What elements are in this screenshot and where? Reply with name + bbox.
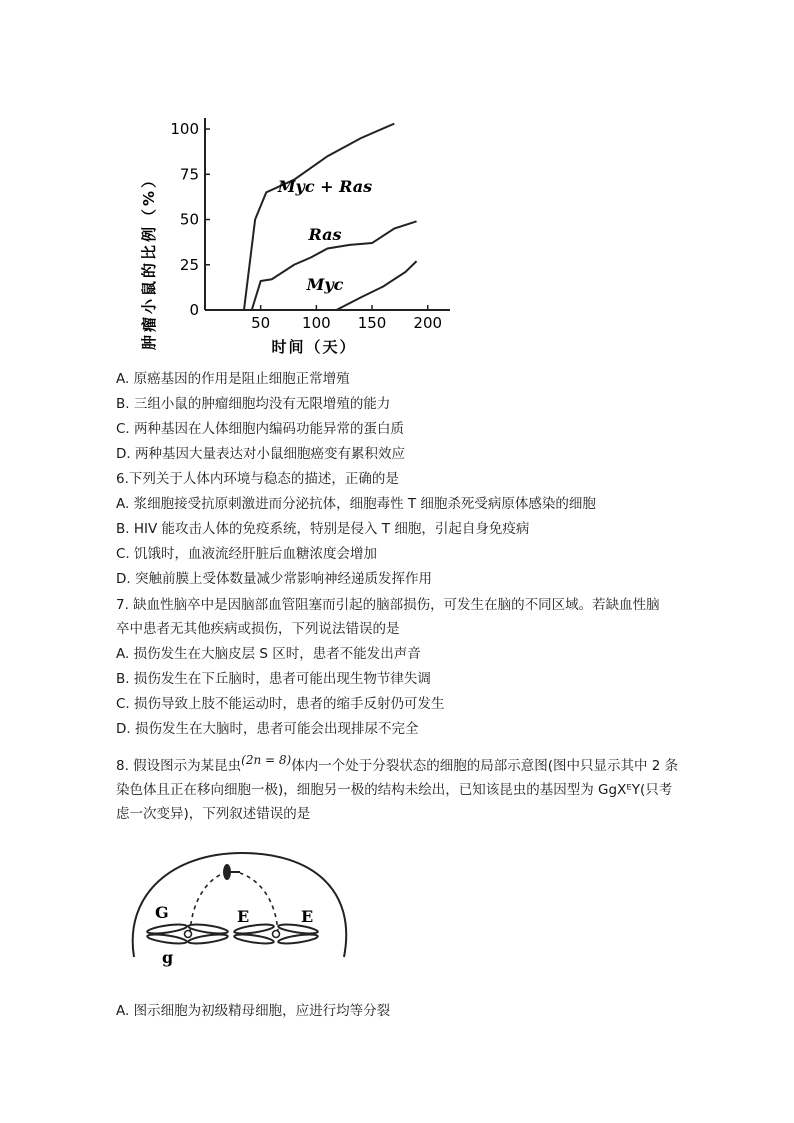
- question-7-line1: 7. 缺血性脑卒中是因脑部血管阻塞而引起的脑部损伤，可发生在脑的不同区域。若缺血性脑: [116, 597, 660, 613]
- chart-xlabel: 时间（天）: [271, 338, 357, 356]
- option-7c: C. 损伤导致上肢不能运动时，患者的缩手反射仍可发生: [116, 696, 445, 712]
- x-tick-label: 100: [302, 314, 331, 332]
- question-6: 6.下列关于人体内环境与稳态的描述，正确的是: [116, 471, 399, 487]
- series-line-2: [336, 261, 416, 310]
- option-8a: A. 图示细胞为初级精母细胞，应进行均等分裂: [116, 1003, 391, 1019]
- option-6c: C. 饥饿时，血液流经肝脏后血糖浓度会增加: [116, 546, 378, 562]
- y-tick-label: 50: [179, 210, 199, 229]
- option-7d: D. 损伤发生在大脑时，患者可能会出现排尿不完全: [116, 721, 419, 737]
- gene-label-E-right: E: [301, 907, 314, 926]
- tumor-mice-chart: [130, 110, 460, 360]
- series-label-1: Ras: [308, 225, 342, 244]
- cell-diagram: [112, 845, 362, 975]
- centrosome: [223, 864, 240, 880]
- y-tick-label: 0: [189, 301, 199, 319]
- option-5a: A. 原癌基因的作用是阻止细胞正常增殖: [116, 371, 350, 387]
- chromosome-right: [234, 923, 319, 945]
- option-7b: B. 损伤发生在下丘脑时，患者可能出现生物节律失调: [116, 671, 431, 687]
- option-6b: B. HIV 能攻击人体的免疫系统，特别是侵入 T 细胞，引起自身免疫病: [116, 521, 530, 537]
- option-5c: C. 两种基因在人体细胞内编码功能异常的蛋白质: [116, 421, 405, 437]
- x-tick-label: 200: [413, 314, 443, 332]
- option-5b: B. 三组小鼠的肿瘤细胞均没有无限增殖的能力: [116, 396, 391, 412]
- gene-label-E-left: E: [237, 907, 250, 926]
- option-7a: A. 损伤发生在大脑皮层 S 区时，患者不能发出声音: [116, 646, 421, 662]
- chart-ylabel: 肿瘤小鼠的比例（%）: [140, 169, 158, 351]
- question-8-formula: (2n = 8): [241, 753, 292, 767]
- x-tick-label: 150: [357, 314, 387, 332]
- y-tick-label: 25: [179, 255, 199, 274]
- y-tick-label: 100: [170, 120, 199, 139]
- question-8-prefix: 8. 假设图示为某昆虫: [116, 758, 242, 774]
- y-tick-label: 75: [179, 165, 199, 184]
- x-tick-label: 50: [251, 314, 271, 332]
- question-8: [116, 754, 681, 826]
- option-6a: A. 浆细胞接受抗原刺激进而分泌抗体，细胞毒性 T 细胞杀死受病原体感染的细胞: [116, 496, 596, 512]
- question-7-line2: 卒中患者无其他疾病或损伤，下列说法错误的是: [116, 621, 400, 637]
- series-label-2: Myc: [306, 275, 344, 294]
- gene-label-G: G: [155, 903, 169, 922]
- series-label-0: Myc + Ras: [277, 177, 373, 196]
- chromosome-left: [147, 923, 229, 945]
- option-5d: D. 两种基因大量表达对小鼠细胞癌变有累积效应: [116, 446, 405, 462]
- gene-label-g: g: [162, 948, 174, 967]
- option-6d: D. 突触前膜上受体数量减少常影响神经递质发挥作用: [116, 571, 432, 587]
- question-8-suffix: 体内一个处于分裂状态的细胞的局部示意图(图中只显示其中 2 条染色体且正在移向细胞一极)，细胞另一极的结构未绘出，已知该昆虫的基因型为 GgXᴱY(只考虑一次变异)，下列叙述错误的是: [116, 758, 679, 822]
